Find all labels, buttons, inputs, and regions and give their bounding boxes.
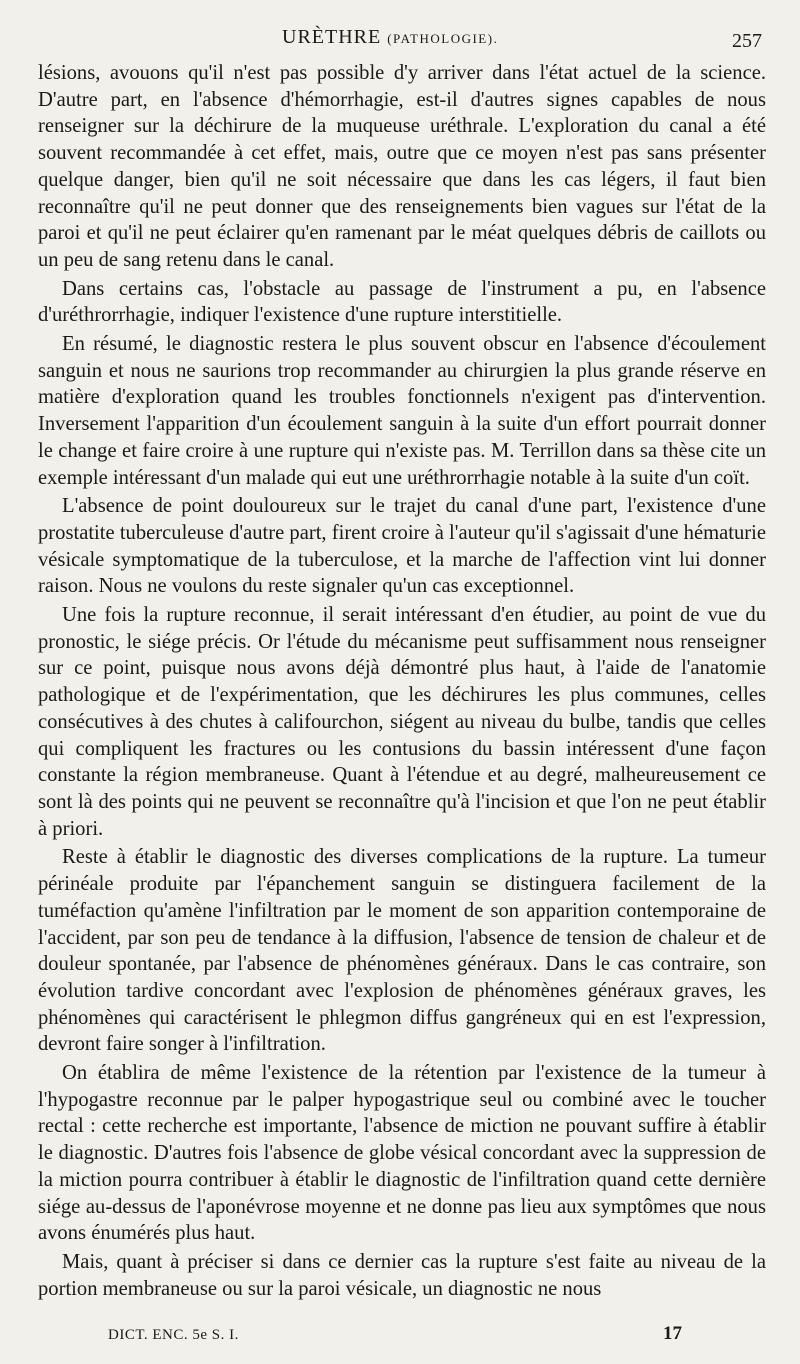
body-text [38, 60, 766, 1302]
paragraph: On établira de même l'existence de la rétention par l'existence de la tumeur à l'hypogastre reconnue par le palper hypogastrique seul ou combiné avec le toucher rectal : cette recherche est importante, l'absence de miction ne pouvant suffire à établir le diagnostic. D'autres fois l'absence de globe vésical concordant avec la suppression de la miction pourra contribuer à établir le diagnostic de l'infiltration quand cette dernière siége au-dessus de l'aponévrose moyenne et ne donne pas lieu aux symptômes que nous avons énumérés plus haut. [38, 1062, 766, 1245]
sheet-number: 17 [663, 1323, 682, 1344]
paragraph: Une fois la rupture reconnue, il serait intéressant d'en étudier, au point de vue du pronostic, le siége précis. Or l'étude du mécanisme peut suffisamment nous renseigner sur ce point, puisque nous avons déjà démontré plus haut, à l'aide de l'anatomie pathologique et de l'expérimentation, que les déchirures les plus communes, celles consécutives à des chutes à califourchon, siégent au niveau du bulbe, tandis que celles qui compliquent les fractures ou les contusions du bassin intéressent d'une façon constante la région membraneuse. Quant à l'étendue et au degré, malheureusement ce sont là des points qui ne peuvent se reconnaître qu'à l'incision et que l'on ne peut établir à priori. [38, 604, 766, 840]
page-number: 257 [732, 30, 762, 52]
printer-signature: DICT. ENC. 5e S. I. [108, 1327, 239, 1343]
running-head-subtitle: (PATHOLOGIE). [387, 31, 499, 46]
page-header [0, 26, 800, 56]
paragraph: Mais, quant à préciser si dans ce dernier cas la rupture s'est faite au niveau de la portion membraneuse ou sur la paroi vésicale, un diagnostic ne nous [38, 1250, 766, 1300]
page-footer [38, 1323, 766, 1347]
running-head [282, 26, 498, 49]
paragraph: L'absence de point douloureux sur le trajet du canal d'une part, l'existence d'une prostatite tuberculeuse d'autre part, firent croire à l'auteur qu'il s'agissait d'une hématurie vésicale symptomatique de la tuberculose, et la marche de l'affection vint lui donner raison. Nous ne voulons du reste signaler qu'un cas exceptionnel. [38, 495, 766, 598]
paragraph: Dans certains cas, l'obstacle au passage de l'instrument a pu, en l'absence d'uréthrorrhagie, indiquer l'existence d'une rupture interstitielle. [38, 277, 766, 327]
paragraph: Reste à établir le diagnostic des diverses complications de la rupture. La tumeur périnéale produite par l'épanchement sanguin se distinguera facilement de la tuméfaction qu'amène l'infiltration par le moment de son apparition contemporaine de l'accident, par son peu de tendance à la diffusion, l'absence de tension de chaleur et de douleur spontanée, par l'absence de phénomènes généraux. Dans le cas contraire, son évolution tardive concordant avec l'explosion de phénomènes généraux graves, les phénomènes qui caractérisent le phlegmon diffus gangréneux qui en est l'expression, devront faire songer à l'infiltration. [38, 846, 766, 1056]
paragraph: En résumé, le diagnostic restera le plus souvent obscur en l'absence d'écoulement sanguin et nous ne saurions trop recommander au chirurgien la plus grande réserve en matière d'exploration quand les troubles fonctionnels n'exigent pas d'intervention. Inversement l'apparition d'un écoulement sanguin à la suite d'un effort pourrait donner le change et faire croire à une rupture qui n'existe pas. M. Terrillon dans sa thèse cite un exemple intéressant d'un malade qui eut une uréthrorrhagie notable à la suite d'un coït. [38, 333, 766, 489]
running-head-title: URÈTHRE [282, 26, 382, 48]
paragraph-continuation: lésions, avouons qu'il n'est pas possible d'y arriver dans l'état actuel de la science. D'autre part, en l'absence d'hémorrhagie, est-il d'autres signes capables de nous renseigner sur la déchirure de la muqueuse uréthrale. L'exploration du canal a été souvent recommandée à cet effet, mais, outre que ce moyen n'est pas sans présenter quelque danger, bien qu'il ne soit nécessaire que dans les cas légers, il faut bien reconnaître qu'il ne peut donner que des renseignements bien vagues sur l'état de la paroi et qu'il ne peut éclairer qu'en ramenant par le méat quelques débris de caillots ou un peu de sang retenu dans le canal. [38, 62, 766, 271]
